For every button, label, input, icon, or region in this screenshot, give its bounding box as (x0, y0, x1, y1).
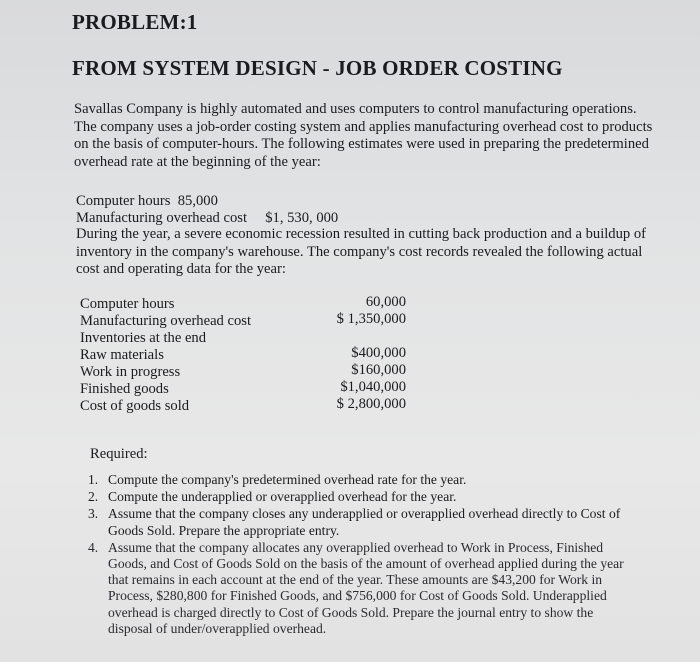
required-item (88, 489, 633, 505)
actual-value-work-in-progress: $160,000 (351, 362, 406, 378)
required-item-text: Compute the underapplied or overapplied overhead for the year. (108, 489, 457, 505)
actual-label-cost-of-goods-sold: Cost of goods sold (80, 398, 190, 414)
required-heading: Required: (90, 446, 148, 462)
actual-label-work-in-progress: Work in progress (80, 364, 181, 380)
required-item (88, 472, 633, 488)
required-item-text: Assume that the company closes any underapplied or overapplied overhead directly to Cost of Goods Sold. Prepare the appropriate entry. (108, 506, 621, 538)
actual-data-intro: During the year, a severe economic recession resulted in cutting back production and a buildup of inventory in the company's warehouse. The company's cost records revealed the following actual cost and operating data for the year: (76, 226, 647, 277)
actual-label-inventories: Inventories at the end (80, 330, 207, 346)
estimate-computer-hours: Computer hours 85,000 (76, 193, 218, 209)
required-list (88, 472, 633, 638)
actual-label-finished-goods: Finished goods (80, 381, 169, 397)
actual-label-raw-materials: Raw materials (80, 347, 164, 363)
estimate-overhead-cost: Manufacturing overhead cost $1, 530, 000 (76, 210, 339, 226)
problem-heading: PROBLEM:1 (72, 10, 198, 34)
actual-label-computer-hours: Computer hours (80, 296, 175, 312)
section-heading: FROM SYSTEM DESIGN - JOB ORDER COSTING (72, 56, 563, 80)
required-item-text: Assume that the company allocates any overapplied overhead to Work in Process, Finished Goods, and Cost of Goods Sold on the basis of the amount of overhead applied during the year that remains in each account at the end of the year. These amounts are $43,200 for Work in Process, $280,800 for Finished Goods, and $756,000 for Cost of Goods Sold. Underapplied overhead is charged directly to Cost of Goods Sold. Prepare the journal entry to show the disposal of under/overapplied overhead. (108, 539, 624, 636)
intro-paragraph: Savallas Company is highly automated and uses computers to control manufacturing operations. The company uses a job-order costing system and applies manufacturing overhead cost to products on the basis of computer-hours. The following estimates were used in preparing the predetermined overhead rate at the beginning of the year: (74, 101, 653, 170)
required-item-number: 4. (88, 539, 99, 555)
required-item (88, 506, 633, 538)
actual-value-cost-of-goods-sold: $ 2,800,000 (336, 396, 406, 412)
actual-value-raw-materials: $400,000 (351, 345, 406, 361)
actual-value-computer-hours: 60,000 (365, 294, 406, 310)
required-item-number: 2. (88, 489, 99, 505)
required-item-number: 1. (88, 472, 99, 487)
required-item (88, 540, 633, 637)
required-item-text: Compute the company's predetermined overhead rate for the year. (108, 472, 467, 487)
required-item-number: 3. (88, 506, 99, 522)
actual-label-overhead: Manufacturing overhead cost (80, 313, 252, 329)
actual-value-finished-goods: $1,040,000 (340, 379, 406, 395)
actual-value-overhead: $ 1,350,000 (336, 311, 406, 327)
